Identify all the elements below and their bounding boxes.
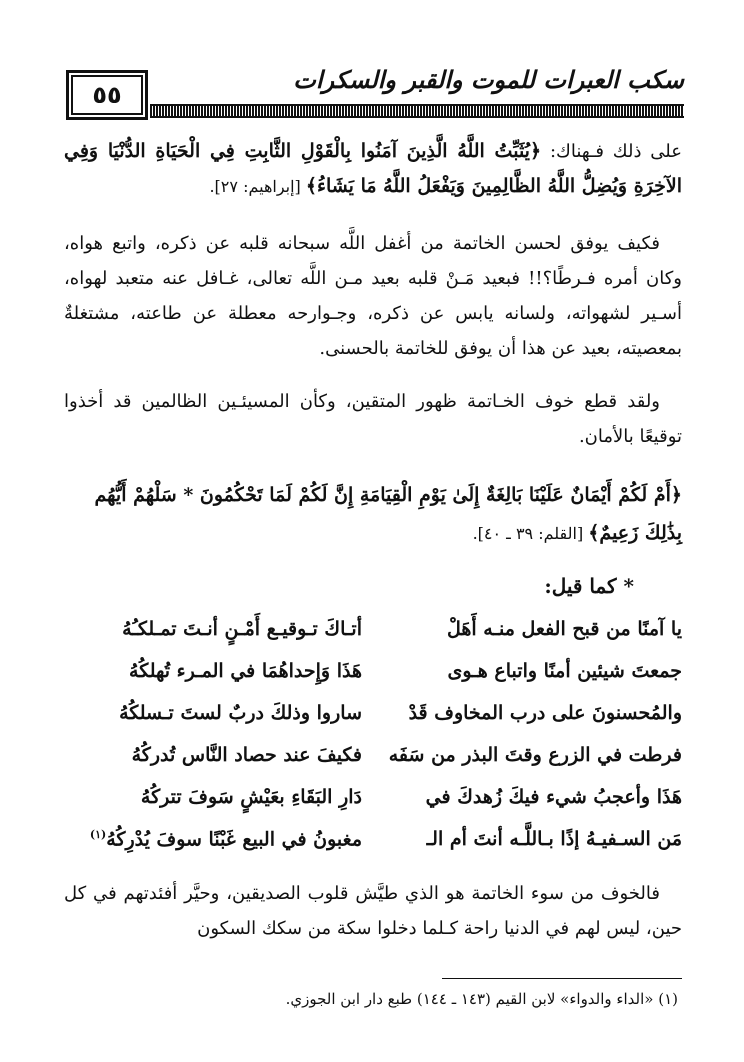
poem-hemistich-second: هَذَا وَإِحداهُمَا في المـرء تُهلكُهُ [129,660,362,682]
poem-hemistich-first: والمُحسنونَ على درب المخاوف قَدْ [408,702,682,724]
poem-hemistich-first: جمعتَ شيئين أمنًا واتباع هـوى [447,660,682,682]
verse-reference-qalam: [القلم: ٣٩ ـ ٤٠]. [472,524,589,543]
running-title: سكب العبرات للموت والقبر والسكرات [293,66,684,94]
quran-verse-ibrahim: ﴿يُثَبِّتُ اللَّهُ الَّذِينَ آمَنُوا بِالْقَوْلِ الثَّابِتِ فِي الْحَيَاةِ الدُّنْيَا وَفِي الآخِرَةِ وَيُضِلُّ اللَّهُ الظَّالِمِينَ وَيَفْعَلُ اللَّهُ مَا يَشَاءُ﴾ [64,140,682,197]
footnote-divider [442,978,682,979]
page-number: ٥٥ [66,70,148,120]
header-rule [150,104,684,118]
poem-verse [62,780,682,822]
poem-hemistich-first: فرطت في الزرع وقتَ البذر من سَفَه [388,744,682,766]
paragraph-conclusion: فالخوف من سوء الخاتمة هو الذي طيَّش قلوب الصديقين، وحيَّر أفئدتهم في كل حين، ليس لهم في الدنيا راحة كـلما دخلوا سكة من سكك السكون [64,883,682,939]
poem-hemistich-second: أتـاكَ تـوقيـع أَمْـنٍ أنـتَ تمـلكـُهُ [122,618,362,640]
poem-hemistich-second: فكيفَ عند حصاد النَّاس تُدركُهُ [131,744,362,766]
quran-verse-qalam-block [64,476,682,553]
intro-text: على ذلك فـهناك: [541,141,683,162]
poem-verse [62,738,682,780]
poem-hemistich-first: هَذَا وأعجبُ شيء فيكَ زُهدكَ في [425,786,682,808]
footnote-marker: (١) [89,828,107,841]
paragraph-intro [64,134,682,204]
poem [62,612,682,864]
quran-verse-qalam: ﴿أَمْ لَكُمْ أَيْمَانٌ عَلَيْنَا بَالِغَةٌ إِلَىٰ يَوْمِ الْقِيَامَةِ إِنَّ لَكُمْ لَمَا تَحْكُمُونَ * سَلْهُمْ أَيُّهُم بِذَٰلِكَ زَعِيمٌ﴾ [94,484,682,544]
poem-hemistich-second [62,828,362,850]
poem-hemistich-first: مَن السـفيـهُ إذًا بـاللَّـه أنتَ أم الـ [426,828,682,850]
poem-verse [62,822,682,864]
paragraph-khatima: فكيف يوفق لحسن الخاتمة من أغفل اللَّه سبحانه قلبه عن ذكره، واتبع هواه، وكان أمره فـرطًا؟!! فبعيد مَـنْ قلبه بعيد مـن اللَّه تعالى، غـافل عنه متعبد لهواه، أسـير لشهواته، ولسانه يابس عن ذكره، وجـوارحه معطلة عن طاعته، مشتغلةٌ بمعصيته، بعيد عن هذا أن يوفق للخاتمة بالحسنى. [64,233,682,359]
poem-hemistich-text: مغبونُ في البيع غَبْنًا سوفَ يُدْرِكُهُ [106,828,362,851]
poem-hemistich-second: دَارِ البَقَاءِ بعَيْشٍ سَوفَ تتركُهُ [140,786,362,808]
poem-hemistich-second: ساروا وذلكَ دربٌ لستَ تـسلكُهُ [119,702,362,724]
poem-hemistich-first: يا آمنًا من قبح الفعل منـه أَهَلْ [446,618,682,640]
footnote: (١) «الداء والدواء» لابن القيم (١٤٣ ـ ١٤٤) طبع دار ابن الجوزي. [285,990,678,1008]
poem-intro: * كما قيل: [544,574,634,598]
verse-reference-ibrahim: [إبراهيم: ٢٧]. [209,177,306,196]
poem-verse [62,696,682,738]
page-header [66,66,684,120]
paragraph-fear: ولقد قطع خوف الخـاتمة ظهور المتقين، وكأن المسيئـين الظالمين قد أخذوا توقيعًا بالأمان. [64,391,682,447]
poem-verse [62,654,682,696]
poem-verse [62,612,682,654]
